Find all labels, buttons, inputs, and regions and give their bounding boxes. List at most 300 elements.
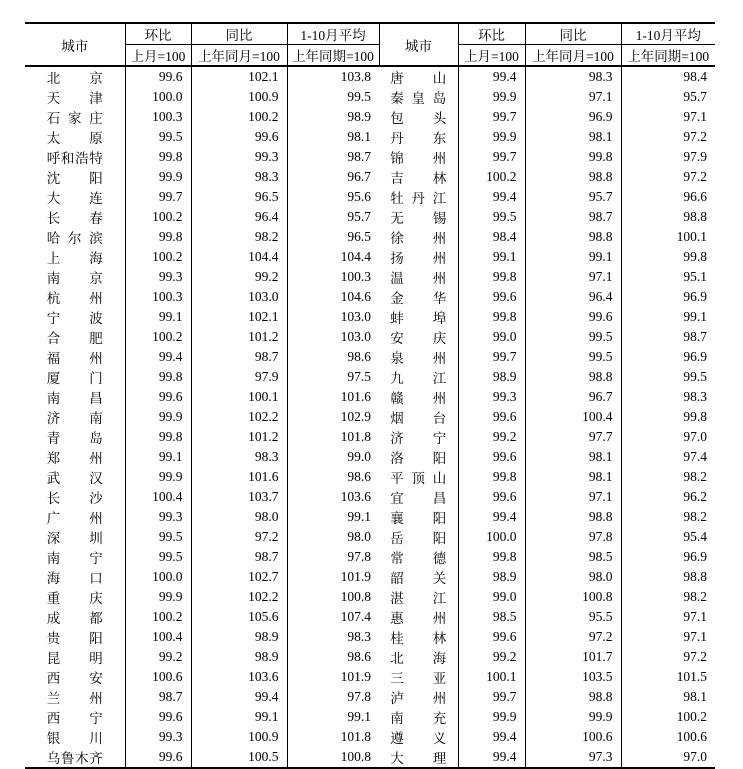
city-name-char: 庆 (432, 331, 447, 346)
mom-index-cell: 99.3 (458, 387, 525, 407)
table-row (25, 527, 715, 547)
city-name-char: 海 (89, 251, 103, 266)
city-name (390, 167, 446, 187)
mom-index-cell: 100.3 (125, 107, 191, 127)
avg-index-cell: 98.3 (287, 627, 379, 647)
city-name-char: 义 (432, 731, 447, 746)
city-name-char: 遵 (390, 731, 404, 746)
city-name-char: 理 (432, 751, 447, 766)
city-name-char: 顶 (411, 471, 425, 486)
city-name-char: 东 (432, 131, 447, 146)
yoy-index-cell: 98.1 (525, 447, 621, 467)
mom-index-cell: 99.7 (458, 687, 525, 707)
city-name-char: 韶 (390, 571, 404, 586)
city-name (47, 87, 103, 107)
city-cell (25, 707, 125, 727)
city-cell (25, 647, 125, 667)
avg-index-cell: 98.8 (621, 567, 715, 587)
city-name-char: 洛 (390, 451, 404, 466)
mom-index-cell: 100.0 (125, 567, 191, 587)
city-cell (25, 747, 125, 768)
city-name-char: 济 (390, 431, 404, 446)
yoy-index-cell: 98.8 (525, 687, 621, 707)
mom-column-header-left: 环比 (125, 23, 191, 45)
city-name-char: 北 (46, 71, 61, 86)
yoy-index-cell: 98.9 (191, 627, 287, 647)
city-name-char: 关 (432, 571, 447, 586)
city-name-char: 波 (89, 311, 103, 326)
table-body (25, 66, 715, 768)
city-cell (379, 527, 458, 547)
mom-index-cell: 99.9 (458, 127, 525, 147)
yoy-index-cell: 104.4 (191, 247, 287, 267)
city-name-char: 贵 (46, 631, 61, 646)
city-name-char: 圳 (89, 531, 103, 546)
table-row (25, 147, 715, 167)
table-row (25, 187, 715, 207)
city-name-char: 大 (46, 191, 61, 206)
city-name (390, 107, 446, 127)
yoy-index-cell: 105.6 (191, 607, 287, 627)
yoy-index-cell: 101.2 (191, 327, 287, 347)
city-name (390, 227, 446, 247)
city-name (47, 207, 103, 227)
yoy-index-cell: 100.4 (525, 407, 621, 427)
mom-index-cell: 99.9 (125, 467, 191, 487)
city-name-char: 林 (432, 171, 447, 186)
mom-index-cell: 99.4 (458, 727, 525, 747)
mom-index-cell: 100.2 (125, 207, 191, 227)
city-name (390, 287, 446, 307)
mom-index-cell: 99.4 (458, 187, 525, 207)
city-name (390, 607, 446, 627)
city-name (390, 367, 446, 387)
city-name-char: 州 (432, 611, 447, 626)
city-name-char: 浩 (75, 151, 89, 166)
city-name-char: 尔 (68, 231, 82, 246)
avg-index-cell: 98.4 (621, 66, 715, 87)
avg-index-cell: 100.3 (287, 267, 379, 287)
avg-index-cell: 99.8 (621, 407, 715, 427)
avg-index-cell: 101.9 (287, 667, 379, 687)
city-name-char: 宁 (89, 551, 103, 566)
city-name-char: 长 (46, 491, 61, 506)
mom-index-cell: 99.8 (458, 467, 525, 487)
yoy-index-cell: 97.9 (191, 367, 287, 387)
mom-index-cell: 99.9 (458, 87, 525, 107)
yoy-index-cell: 100.6 (525, 727, 621, 747)
city-name-char: 牡 (390, 191, 404, 206)
city-name-char: 州 (89, 511, 103, 526)
avg-index-cell: 96.9 (621, 287, 715, 307)
mom-index-cell: 99.2 (125, 647, 191, 667)
mom-index-cell: 99.3 (125, 727, 191, 747)
avg-index-cell: 99.0 (287, 447, 379, 467)
city-name (47, 407, 103, 427)
city-name-char: 州 (432, 271, 447, 286)
yoy-index-cell: 97.2 (191, 527, 287, 547)
avg-index-cell: 99.8 (621, 247, 715, 267)
city-name (47, 447, 103, 467)
city-name-char: 林 (432, 631, 447, 646)
mom-index-cell: 99.2 (458, 427, 525, 447)
city-name-char: 沈 (46, 171, 61, 186)
city-name (47, 707, 103, 727)
avg-index-cell: 97.8 (287, 687, 379, 707)
city-name-char: 阳 (89, 171, 103, 186)
table-row (25, 487, 715, 507)
city-name-char: 宁 (89, 711, 103, 726)
city-cell (379, 327, 458, 347)
yoy-index-cell: 103.6 (191, 667, 287, 687)
city-name (47, 647, 103, 667)
avg-index-cell: 100.8 (287, 587, 379, 607)
yoy-index-cell: 98.5 (525, 547, 621, 567)
mom-index-cell: 99.9 (125, 167, 191, 187)
city-cell (25, 127, 125, 147)
city-cell (379, 467, 458, 487)
city-name (390, 447, 446, 467)
city-name-char: 福 (46, 351, 61, 366)
city-cell (25, 247, 125, 267)
city-name (390, 327, 446, 347)
yoy-index-cell: 98.8 (525, 367, 621, 387)
yoy-index-cell: 100.1 (191, 387, 287, 407)
table-row (25, 167, 715, 187)
city-name-char: 齐 (89, 751, 103, 766)
avg-index-cell: 99.5 (621, 367, 715, 387)
city-cell (379, 627, 458, 647)
city-name-char: 阳 (432, 531, 447, 546)
city-cell (25, 627, 125, 647)
mom-index-cell: 98.9 (458, 567, 525, 587)
city-name-char: 呼 (46, 151, 61, 166)
city-cell (25, 487, 125, 507)
city-name (390, 87, 446, 107)
table-row (25, 427, 715, 447)
city-cell (379, 167, 458, 187)
city-name-char: 锦 (390, 151, 404, 166)
city-name-char: 德 (432, 551, 447, 566)
city-name (47, 467, 103, 487)
table-row (25, 87, 715, 107)
city-name-char: 都 (89, 611, 103, 626)
city-name-char: 乌 (46, 751, 61, 766)
table-row (25, 447, 715, 467)
yoy-index-cell: 97.7 (525, 427, 621, 447)
city-name-char: 太 (46, 131, 61, 146)
city-cell (379, 547, 458, 567)
city-name (47, 667, 103, 687)
city-name-char: 安 (390, 331, 404, 346)
yoy-index-cell: 98.0 (191, 507, 287, 527)
city-name-char: 州 (89, 351, 103, 366)
table-row (25, 107, 715, 127)
city-name (47, 747, 103, 767)
mom-index-cell: 99.7 (458, 107, 525, 127)
city-name-char: 原 (89, 131, 103, 146)
city-name (390, 187, 446, 207)
mom-index-cell: 100.3 (125, 287, 191, 307)
city-name-char: 金 (390, 291, 404, 306)
mom-index-cell: 99.8 (458, 307, 525, 327)
city-name (47, 267, 103, 287)
city-name-char: 肥 (89, 331, 103, 346)
city-cell (25, 667, 125, 687)
avg-index-cell: 97.1 (621, 107, 715, 127)
mom-index-cell: 99.8 (125, 427, 191, 447)
city-name (390, 507, 446, 527)
city-name-char: 杭 (46, 291, 61, 306)
yoy-index-cell: 99.5 (525, 347, 621, 367)
avg-index-cell: 104.6 (287, 287, 379, 307)
yoy-index-cell: 98.7 (191, 547, 287, 567)
table-row (25, 407, 715, 427)
mom-index-cell: 100.0 (125, 87, 191, 107)
city-cell (25, 287, 125, 307)
city-name-char: 州 (89, 451, 103, 466)
city-cell (379, 507, 458, 527)
city-cell (379, 447, 458, 467)
city-name (47, 347, 103, 367)
city-name-char: 阳 (432, 511, 447, 526)
header-row-base (25, 45, 715, 67)
table-row (25, 667, 715, 687)
city-name (390, 207, 446, 227)
avg-index-cell: 96.2 (621, 487, 715, 507)
city-name-char: 州 (432, 691, 447, 706)
city-name (47, 127, 103, 147)
mom-index-cell: 99.6 (458, 447, 525, 467)
mom-index-cell: 99.8 (458, 267, 525, 287)
mom-index-cell: 100.2 (458, 167, 525, 187)
city-name-char: 三 (390, 671, 404, 686)
city-cell (379, 187, 458, 207)
avg-index-cell: 101.8 (287, 427, 379, 447)
city-cell (25, 607, 125, 627)
mom-index-cell: 99.6 (125, 747, 191, 768)
city-name-char: 安 (89, 671, 103, 686)
yoy-column-header-right: 同比 (525, 23, 621, 45)
city-cell (25, 307, 125, 327)
city-name-char: 银 (46, 731, 61, 746)
city-name-char: 京 (89, 271, 103, 286)
city-name (47, 67, 103, 87)
yoy-index-cell: 96.4 (191, 207, 287, 227)
avg-index-cell: 103.8 (287, 66, 379, 87)
city-name-char: 家 (68, 111, 82, 126)
avg-index-cell: 99.1 (287, 707, 379, 727)
city-name-char: 山 (432, 471, 447, 486)
table-row (25, 327, 715, 347)
avg-index-cell: 95.4 (621, 527, 715, 547)
city-name-char: 桂 (390, 631, 404, 646)
table-row (25, 207, 715, 227)
mom-index-cell: 99.6 (125, 387, 191, 407)
avg-index-cell: 103.0 (287, 327, 379, 347)
city-cell (379, 207, 458, 227)
avg-index-cell: 98.6 (287, 467, 379, 487)
city-cell (379, 147, 458, 167)
mom-index-cell: 99.2 (458, 647, 525, 667)
avg-index-cell: 97.0 (621, 427, 715, 447)
yoy-index-cell: 98.8 (525, 227, 621, 247)
yoy-index-cell: 99.9 (525, 707, 621, 727)
yoy-column-header-left: 同比 (191, 23, 287, 45)
city-name-char: 州 (89, 691, 103, 706)
city-cell (25, 507, 125, 527)
mom-index-cell: 99.5 (458, 207, 525, 227)
city-name (47, 527, 103, 547)
city-name-char: 明 (89, 651, 103, 666)
yoy-index-cell: 100.8 (525, 587, 621, 607)
table-row (25, 747, 715, 768)
city-cell (25, 467, 125, 487)
table-row (25, 127, 715, 147)
city-name-char: 郑 (46, 451, 61, 466)
avg-index-cell: 98.7 (621, 327, 715, 347)
city-cell (379, 87, 458, 107)
yoy-index-cell: 100.5 (191, 747, 287, 768)
city-cell (25, 687, 125, 707)
city-name-char: 合 (46, 331, 61, 346)
yoy-index-cell: 102.1 (191, 307, 287, 327)
avg-index-cell: 100.2 (621, 707, 715, 727)
city-cell (379, 387, 458, 407)
city-name (390, 527, 446, 547)
yoy-index-cell: 98.7 (191, 347, 287, 367)
city-name (47, 247, 103, 267)
avg-index-cell: 96.6 (621, 187, 715, 207)
city-name-char: 兰 (46, 691, 61, 706)
city-name-char: 皇 (411, 91, 425, 106)
city-name-char: 扬 (390, 251, 404, 266)
mom-index-cell: 99.8 (125, 147, 191, 167)
table-row (25, 727, 715, 747)
avg-index-cell: 98.1 (621, 687, 715, 707)
avg-base-header-right: 上年同期=100 (621, 45, 715, 67)
avg-index-cell: 97.2 (621, 127, 715, 147)
yoy-index-cell: 98.9 (191, 647, 287, 667)
city-name (390, 427, 446, 447)
yoy-index-cell: 98.3 (191, 167, 287, 187)
city-cell (25, 267, 125, 287)
city-name-char: 木 (75, 751, 89, 766)
table-row (25, 647, 715, 667)
city-cell (25, 107, 125, 127)
avg-index-cell: 102.9 (287, 407, 379, 427)
yoy-index-cell: 98.1 (525, 467, 621, 487)
city-name-char: 包 (390, 111, 404, 126)
yoy-index-cell: 95.7 (525, 187, 621, 207)
table-row (25, 687, 715, 707)
city-name (390, 467, 446, 487)
avg-index-cell: 97.1 (621, 627, 715, 647)
yoy-index-cell: 101.2 (191, 427, 287, 447)
city-name-char: 岛 (432, 91, 447, 106)
mom-index-cell: 99.5 (125, 547, 191, 567)
city-name (390, 147, 446, 167)
avg-index-cell: 98.2 (621, 467, 715, 487)
city-cell (25, 367, 125, 387)
city-name-char: 山 (432, 71, 447, 86)
city-name-char: 广 (46, 511, 61, 526)
avg-index-cell: 95.6 (287, 187, 379, 207)
yoy-index-cell: 103.0 (191, 287, 287, 307)
city-name-char: 深 (46, 531, 61, 546)
mom-index-cell: 99.6 (458, 487, 525, 507)
city-name-char: 州 (89, 291, 103, 306)
city-name-char: 济 (46, 411, 61, 426)
city-cell (379, 347, 458, 367)
city-name (390, 627, 446, 647)
yoy-index-cell: 96.4 (525, 287, 621, 307)
city-name-char: 锡 (432, 211, 447, 226)
city-cell (25, 427, 125, 447)
yoy-index-cell: 103.7 (191, 487, 287, 507)
avg-index-cell: 107.4 (287, 607, 379, 627)
city-name-char: 泸 (390, 691, 404, 706)
city-name-char: 南 (46, 271, 61, 286)
table-row (25, 467, 715, 487)
city-name (390, 567, 446, 587)
city-name-char: 南 (46, 551, 61, 566)
mom-index-cell: 99.9 (458, 707, 525, 727)
city-cell (25, 347, 125, 367)
table-row (25, 307, 715, 327)
city-name-char: 青 (46, 431, 61, 446)
city-cell (25, 187, 125, 207)
yoy-index-cell: 102.2 (191, 587, 287, 607)
mom-index-cell: 99.3 (125, 267, 191, 287)
avg-index-cell: 96.9 (621, 347, 715, 367)
city-name (47, 227, 103, 247)
table-header (25, 23, 715, 66)
mom-index-cell: 99.9 (125, 587, 191, 607)
city-name (390, 487, 446, 507)
table-row (25, 627, 715, 647)
city-name-char: 连 (89, 191, 103, 206)
city-cell (25, 527, 125, 547)
city-name (47, 427, 103, 447)
city-cell (379, 647, 458, 667)
avg-index-cell: 101.5 (621, 667, 715, 687)
mom-index-cell: 99.6 (125, 66, 191, 87)
table-row (25, 367, 715, 387)
mom-base-header-right: 上月=100 (458, 45, 525, 67)
mom-index-cell: 98.4 (458, 227, 525, 247)
avg-index-cell: 97.8 (287, 547, 379, 567)
city-name (390, 127, 446, 147)
city-name-char: 昌 (432, 491, 447, 506)
city-cell (379, 727, 458, 747)
city-cell (25, 387, 125, 407)
table-row (25, 387, 715, 407)
city-cell (379, 227, 458, 247)
city-name-char: 湛 (390, 591, 404, 606)
city-name-char: 津 (89, 91, 103, 106)
mom-index-cell: 99.7 (458, 347, 525, 367)
city-name (47, 147, 103, 167)
yoy-index-cell: 102.2 (191, 407, 287, 427)
avg-index-cell: 103.6 (287, 487, 379, 507)
city-name-char: 南 (46, 391, 61, 406)
city-cell (25, 227, 125, 247)
yoy-index-cell: 99.2 (191, 267, 287, 287)
city-name-char: 厦 (46, 371, 61, 386)
city-name (47, 507, 103, 527)
city-name-char: 唐 (390, 71, 404, 86)
